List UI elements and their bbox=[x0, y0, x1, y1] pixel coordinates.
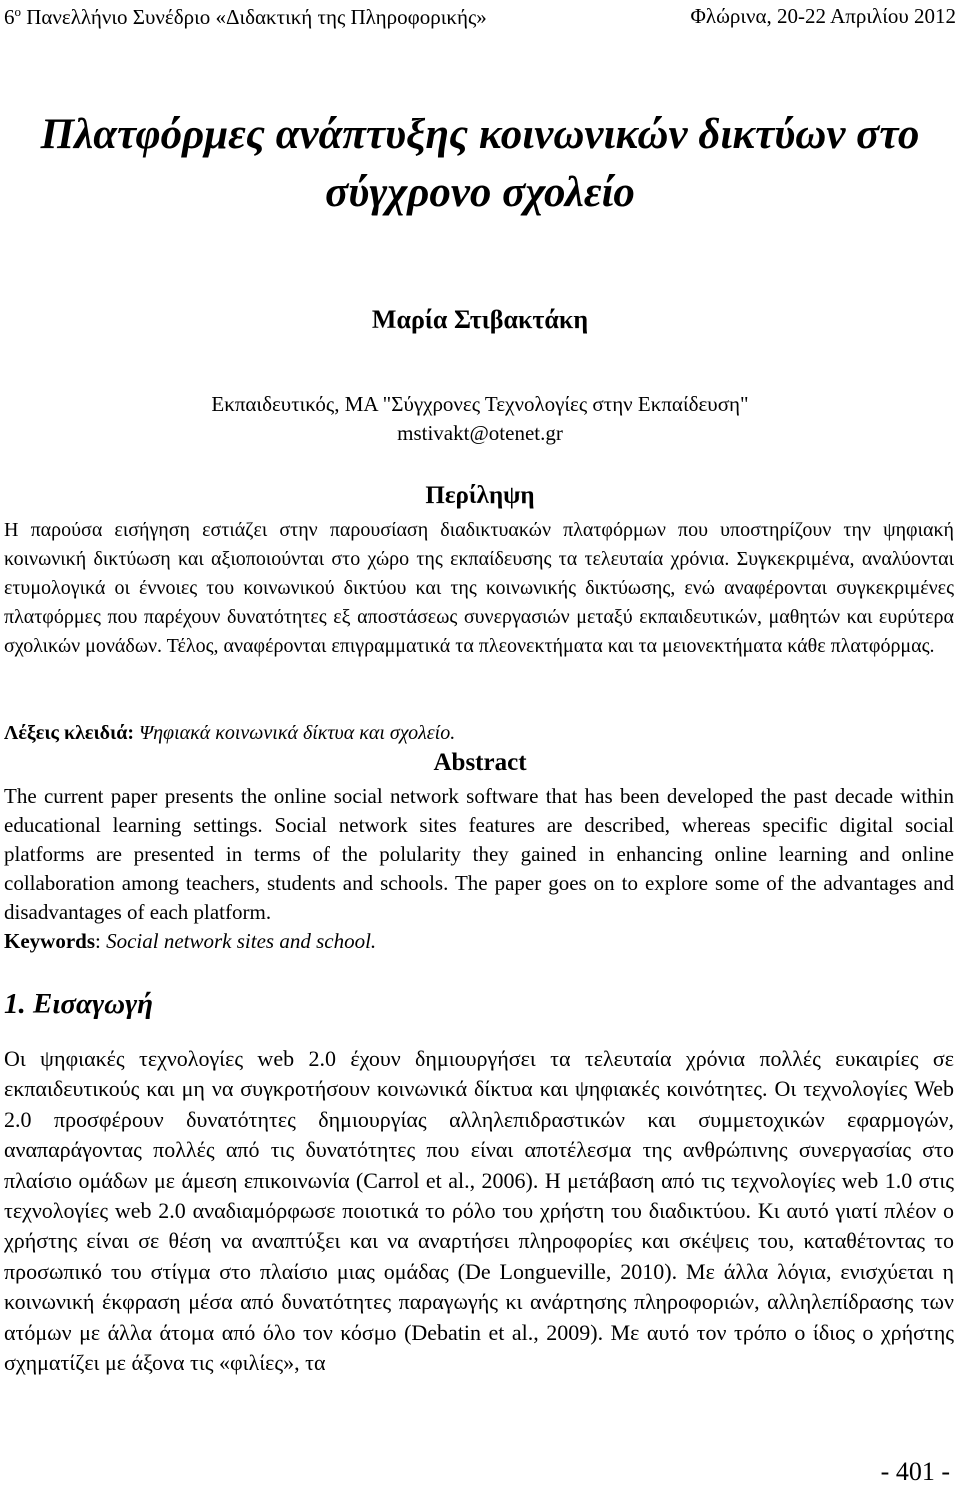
keywords-label-gr: Λέξεις κλειδιά: bbox=[4, 722, 135, 744]
author-affiliation: Εκπαιδευτικός, MA "Σύγχρονες Τεχνολογίες στην Εκπαίδευση" bbox=[211, 392, 749, 416]
abstract-en-keywords: Keywords: Social network sites and school. bbox=[4, 929, 377, 953]
running-header bbox=[4, 4, 956, 30]
keywords-value-en: Social network sites and school. bbox=[106, 929, 377, 953]
paper-title-line-1: Πλατφόρμες ανάπτυξης κοινωνικών δικτύων στο bbox=[40, 111, 920, 158]
conference-name: $6^o$ Πανελλήνιο Συνέδριο «Διδακτική της Πληροφορικής» bbox=[4, 4, 487, 29]
keywords-value-gr: Ψηφιακά κοινωνικά δίκτυα και σχολείο. bbox=[134, 722, 456, 744]
abstract-gr-text: Η παρούσα εισήγηση εστιάζει στην παρουσίαση διαδικτυακών πλατφόρμων που υποστηρίζουν την ψηφιακή κοινωνική δικτύωση και αξιοποιούνται στο χώρο της εκπαίδευσης τα τελευταία χρόνια. Συγκεκριμένα, αναλύονται ετυμολογικά οι έννοιες του κοινωνικού δικτύου και της κοινωνικής δικτύωσης, ενώ αναφέρονται συγκεκριμένες πλατφόρμες που παρέχουν δυνατότητες εξ αποστάσεως συνεργασιών μεταξύ εκπαιδευτικών, μαθητών και ευρύτερα σχολικών μονάδων. Τέλος, αναφέρονται επιγραμματικά τα πλεονεκτήματα και τα μειονεκτήματα κάθε πλατφόρμας. bbox=[4, 519, 954, 657]
abstract-en-heading: Abstract bbox=[433, 749, 527, 776]
author-affiliation-block bbox=[0, 390, 960, 448]
section-heading-introduction: 1. Εισαγωγή bbox=[4, 988, 154, 1020]
abstract-gr-keywords bbox=[4, 719, 954, 748]
paper-title-line-2: σύγχρονο σχολείο bbox=[325, 169, 635, 216]
author-email: mstivakt@otenet.gr bbox=[397, 421, 563, 445]
introduction-text: Οι ψηφιακές τεχνολογίες web 2.0 έχουν δημιουργήσει τα τελευταία χρόνια πολλές ευκαιρίες σε εκπαιδευτικούς και μη να συγκροτήσουν κοινωνικά δίκτυα και ψηφιακές κοινότητες. Οι τεχνολογίες Web 2.0 προσφέρουν δυνατότητες δημιουργίας αλληλεπιδραστικών και συμμετοχικών εφαρμογών, αναπαράγοντας πολλές από τις δυνατότητες που είναι αποτέλεσμα της ανθρώπινης συνεργασίας στο πλαίσιο ομάδων με άμεση επικοινωνία (Carrol et al., 2006). Η μετάβαση από τις τεχνολογίες web 1.0 στις τεχνολογίες web 2.0 αναδιαμόρφωσε ποιοτικά το ρόλο του χρήστη του διαδικτύου. Κι αυτό γιατί πλέον ο χρήστης είναι σε θέση να αναπτύξει και να αναρτήσει πληροφορίες και σκέψεις του, καταθέτοντας το προσωπικό του στίγμα στο πλαίσιο μιας ομάδας (De Longueville, 2010). Με άλλα λόγια, ενισχύεται η κοινωνική έκφραση μέσα από δυνατότητες παραγωγής κι ανάρτησης πληροφοριών, αλληλεπίδρασης των ατόμων με άλλα άτομα από όλο τον κόσμο (Debatin et al., 2009). Με αυτό τον τρόπο ο ίδιος ο χρήστης σχηματίζει με άξονα τις «φιλίες», τα bbox=[4, 1046, 954, 1376]
keywords-label-en: Keywords bbox=[4, 929, 95, 953]
abstract-en-text: The current paper presents the online social network software that has been developed the past decade within educational learning settings. Social network sites features are described, whereas specific digital social platforms are presented in terms of the polularity they gained in enhancing online learning and online collaboration among teachers, students and schools. The paper goes on to explore some of the advantages and disadvantages of each platform. bbox=[4, 784, 954, 924]
abstract-gr-heading: Περίληψη bbox=[425, 482, 535, 509]
page-number: - 401 - bbox=[880, 1457, 950, 1486]
author-name: Μαρία Στιβακτάκη bbox=[371, 305, 589, 334]
paper-title bbox=[0, 106, 960, 222]
conference-location-date: Φλώρινα, 20-22 Απριλίου 2012 bbox=[690, 4, 956, 28]
